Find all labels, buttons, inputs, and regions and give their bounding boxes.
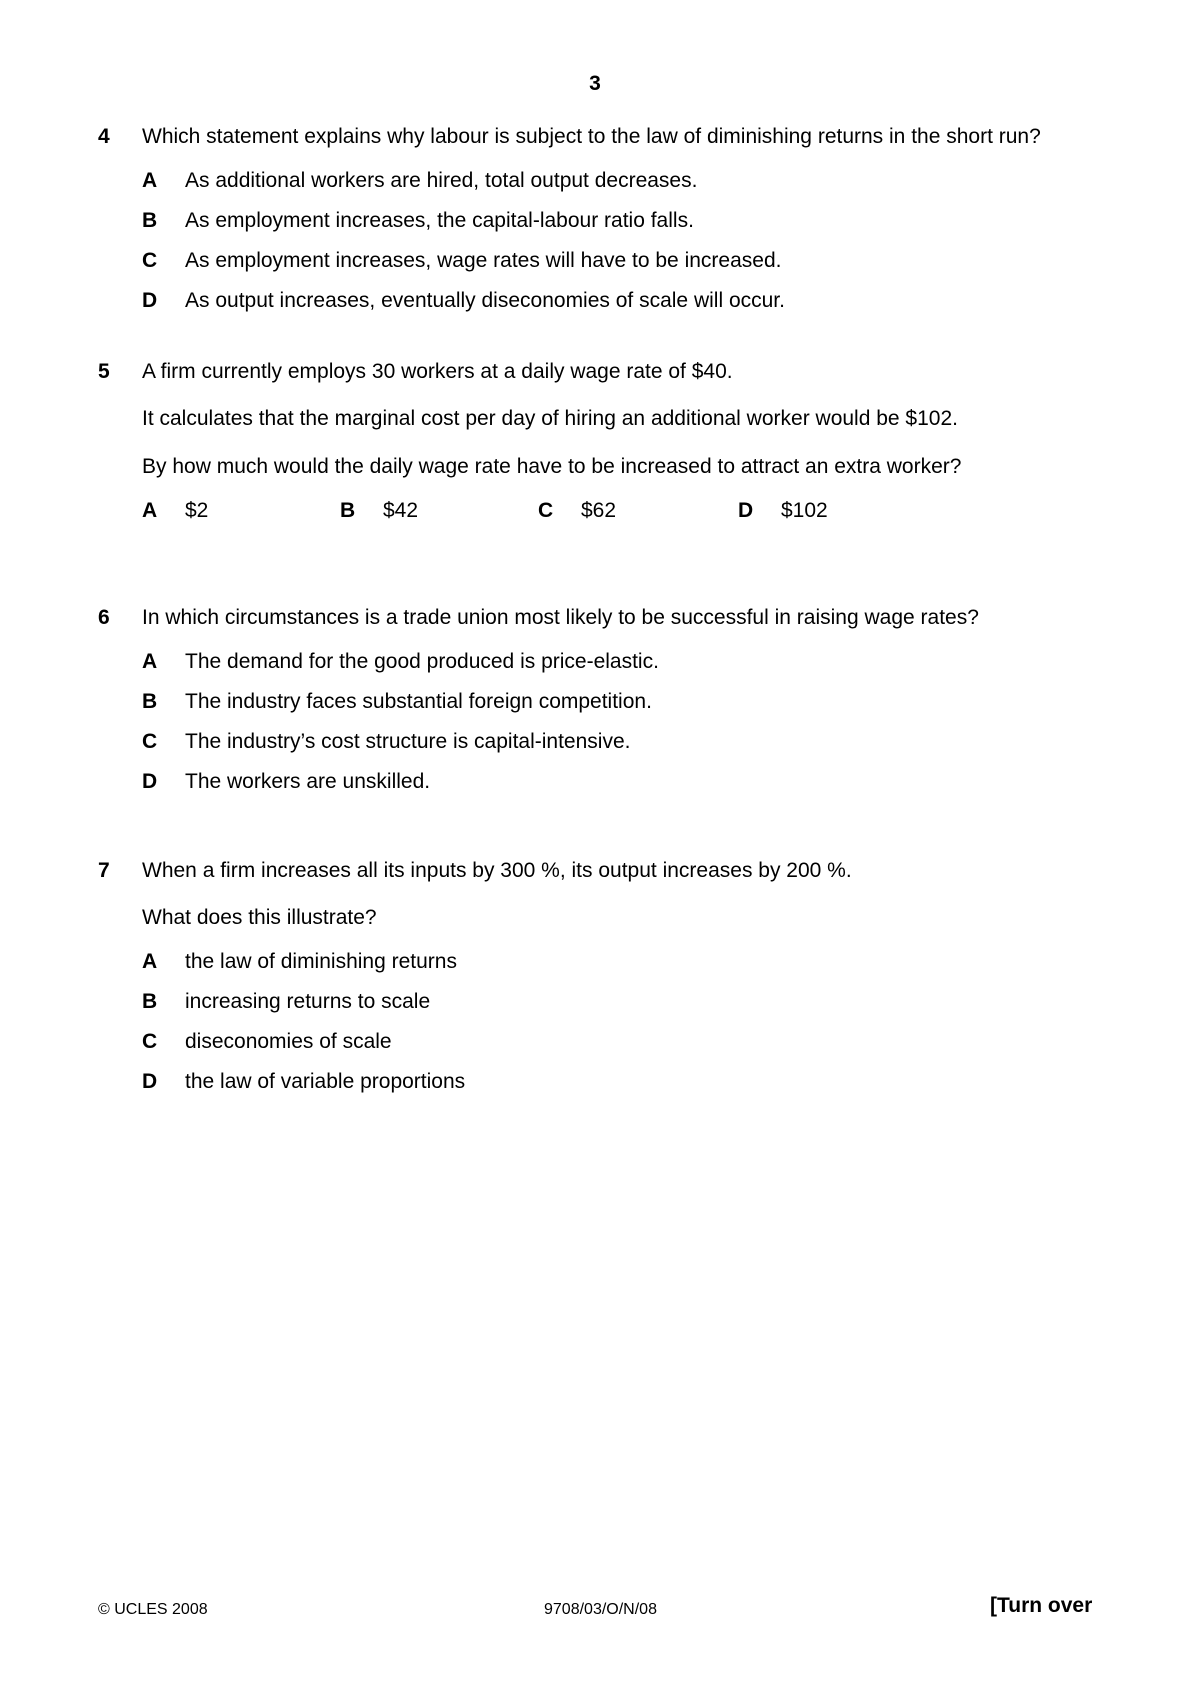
option-letter: A (142, 950, 158, 973)
footer-copyright: © UCLES 2008 (98, 1601, 208, 1618)
question-paragraph: By how much would the daily wage rate have to be increased to attract an extra worker? (142, 455, 962, 478)
option-letter: B (142, 209, 158, 232)
option-text: $102 (781, 499, 828, 522)
option-text: $42 (383, 499, 419, 522)
option-text: The demand for the good produced is price-elastic. (185, 650, 659, 673)
option-letter: A (142, 650, 158, 673)
option-text: The industry’s cost structure is capital-intensive. (185, 730, 631, 753)
option-text: As employment increases, the capital-labour ratio falls. (185, 209, 694, 232)
option-text: As employment increases, wage rates will have to be increased. (185, 249, 782, 272)
option-letter: B (142, 690, 158, 713)
option-letter: C (142, 1030, 158, 1053)
option-letter: D (142, 770, 158, 793)
option-text: As output increases, eventually diseconomies of scale will occur. (185, 289, 785, 312)
option-letter: C (538, 499, 554, 522)
question-7 (98, 856, 1098, 1093)
footer-paper-code: 9708/03/O/N/08 (544, 1601, 657, 1618)
option-letter: D (142, 289, 158, 312)
option-letter: C (142, 730, 158, 753)
option-text: $62 (581, 499, 617, 522)
question-stem: In which circumstances is a trade union most likely to be successful in raising wage rates? (142, 606, 979, 629)
option-text: $2 (185, 499, 209, 522)
question-number: 6 (98, 606, 110, 629)
question-6 (98, 603, 1098, 793)
option-text: diseconomies of scale (185, 1030, 392, 1053)
question-4 (98, 122, 1098, 312)
option-text: The workers are unskilled. (185, 770, 431, 793)
question-paragraph: What does this illustrate? (142, 906, 377, 929)
question-5 (98, 357, 1098, 522)
option-letter: B (142, 990, 158, 1013)
option-text: The industry faces substantial foreign competition. (185, 690, 652, 713)
question-paragraph: It calculates that the marginal cost per day of hiring an additional worker would be $102. (142, 407, 958, 430)
option-letter: A (142, 169, 158, 192)
option-text: the law of variable proportions (185, 1070, 466, 1093)
question-number: 7 (98, 859, 110, 882)
option-text: As additional workers are hired, total output decreases. (185, 169, 698, 192)
option-text: increasing returns to scale (185, 990, 431, 1013)
question-stem: Which statement explains why labour is subject to the law of diminishing returns in the short run? (142, 125, 1041, 148)
option-letter: D (142, 1070, 158, 1093)
option-letter: D (738, 499, 754, 522)
question-number: 4 (98, 125, 110, 148)
option-text: the law of diminishing returns (185, 950, 457, 973)
option-letter: C (142, 249, 158, 272)
question-stem: When a firm increases all its inputs by 300 %, its output increases by 200 %. (142, 859, 852, 882)
question-number: 5 (98, 360, 110, 383)
option-letter: B (340, 499, 356, 522)
question-stem: A firm currently employs 30 workers at a daily wage rate of $40. (142, 360, 733, 383)
footer-turn-over: [Turn over (990, 1594, 1093, 1617)
option-letter: A (142, 499, 158, 522)
page-number: 3 (589, 72, 601, 95)
